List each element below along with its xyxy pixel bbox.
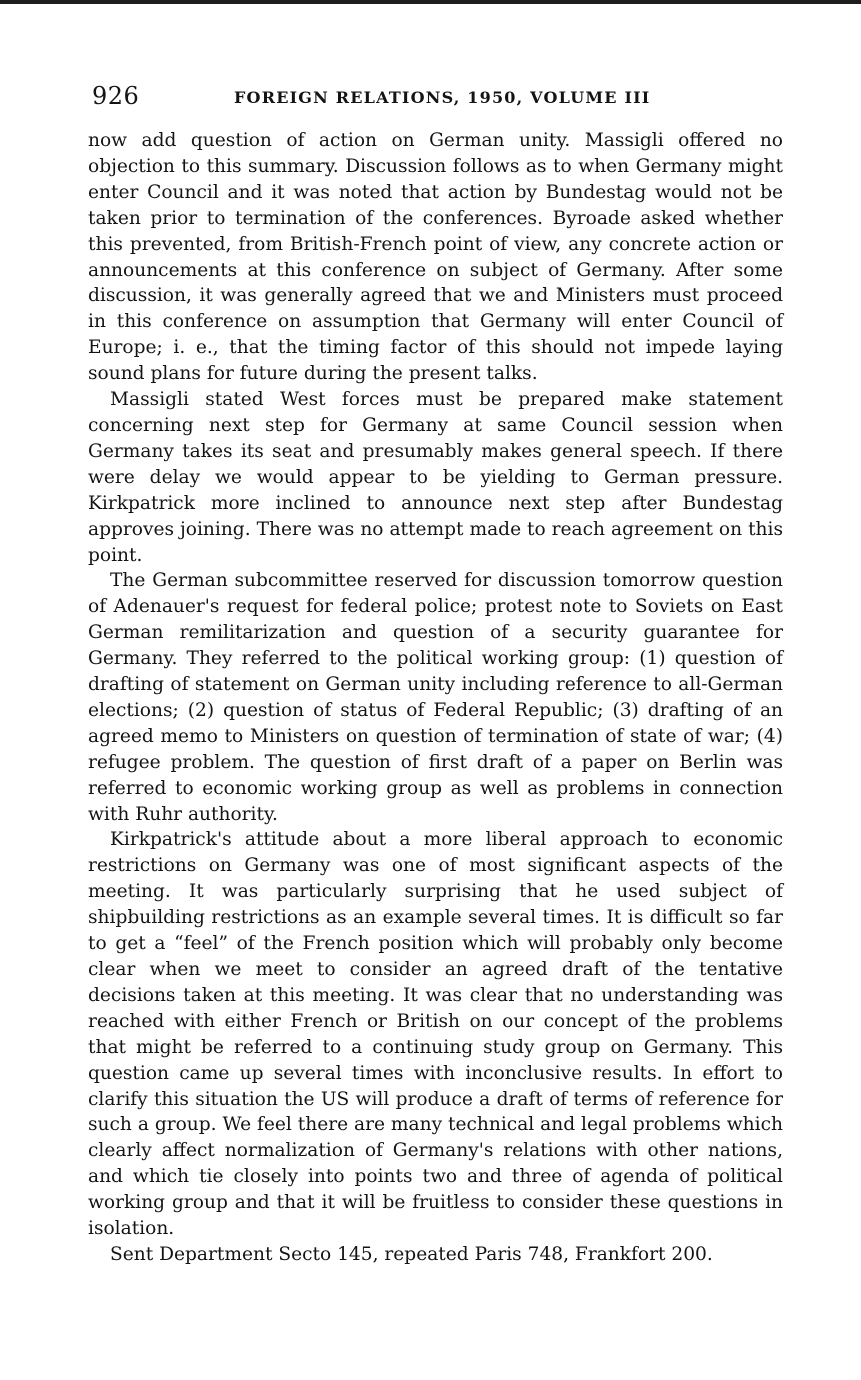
document-body bbox=[88, 128, 783, 1268]
top-border-rule bbox=[0, 0, 861, 4]
paragraph-sent-department: Sent Department Secto 145, repeated Paris 748, Frankfort 200. bbox=[110, 1243, 713, 1265]
running-head: FOREIGN RELATIONS, 1950, VOLUME III bbox=[234, 88, 651, 107]
paragraph-massigli: Massigli stated West forces must be prepared make statement concerning next step for Germany at same Council session when Germany takes its seat and presumably makes general speech. If there were delay we would appear to be yielding to German pressure. Kirkpatrick more inclined to announce next step after Bundestag approves joining. There was no attempt made to reach agreement on this point. bbox=[88, 389, 783, 566]
page-number: 926 bbox=[92, 82, 140, 110]
paragraph-german-subcommittee: The German subcommittee reserved for discussion tomorrow question of Adenauer's request for federal police; protest note to Soviets on East German remilitarization and question of a security guarantee for Germany. They referred to the political working group: (1) question of drafting of statement on German unity including reference to all-German elections; (2) question of status of Federal Republic; (3) drafting of an agreed memo to Ministers on question of termination of state of war; (4) refugee problem. The question of first draft of a paper on Berlin was referred to economic working group as well as problems in connection with Ruhr authority. bbox=[88, 570, 783, 825]
document-page bbox=[88, 82, 783, 1268]
paragraph-kirkpatrick: Kirkpatrick's attitude about a more liberal approach to economic restrictions on Germany was one of most significant aspects of the meeting. It was particularly surprising that he used subject of shipbuilding restrictions as an example several times. It is difficult so far to get a “feel” of the French position which will probably only become clear when we meet to consider an agreed draft of the tentative decisions taken at this meeting. It was clear that no understanding was reached with either French or British on our concept of the problems that might be referred to a continuing study group on Germany. This question came up several times with inconclusive results. In effort to clarify this situation the US will produce a draft of terms of reference for such a group. We feel there are many technical and legal problems which clearly affect normalization of Germany's relations with other nations, and which tie closely into points two and three of agenda of political working group and that it will be fruitless to consider these questions in isolation. bbox=[88, 829, 783, 1240]
page-header bbox=[88, 82, 783, 122]
paragraph-continuation: now add question of action on German unity. Massigli offered no objection to this summary. Discussion follows as to when Germany might enter Council and it was noted that action by Bundestag would not be taken prior to termination of the conferences. Byroade asked whether this prevented, from British-French point of view, any concrete action or announcements at this conference on subject of Germany. After some discussion, it was generally agreed that we and Ministers must proceed in this conference on assumption that Germany will enter Council of Europe; i. e., that the timing factor of this should not impede laying sound plans for future during the present talks. bbox=[88, 130, 783, 385]
